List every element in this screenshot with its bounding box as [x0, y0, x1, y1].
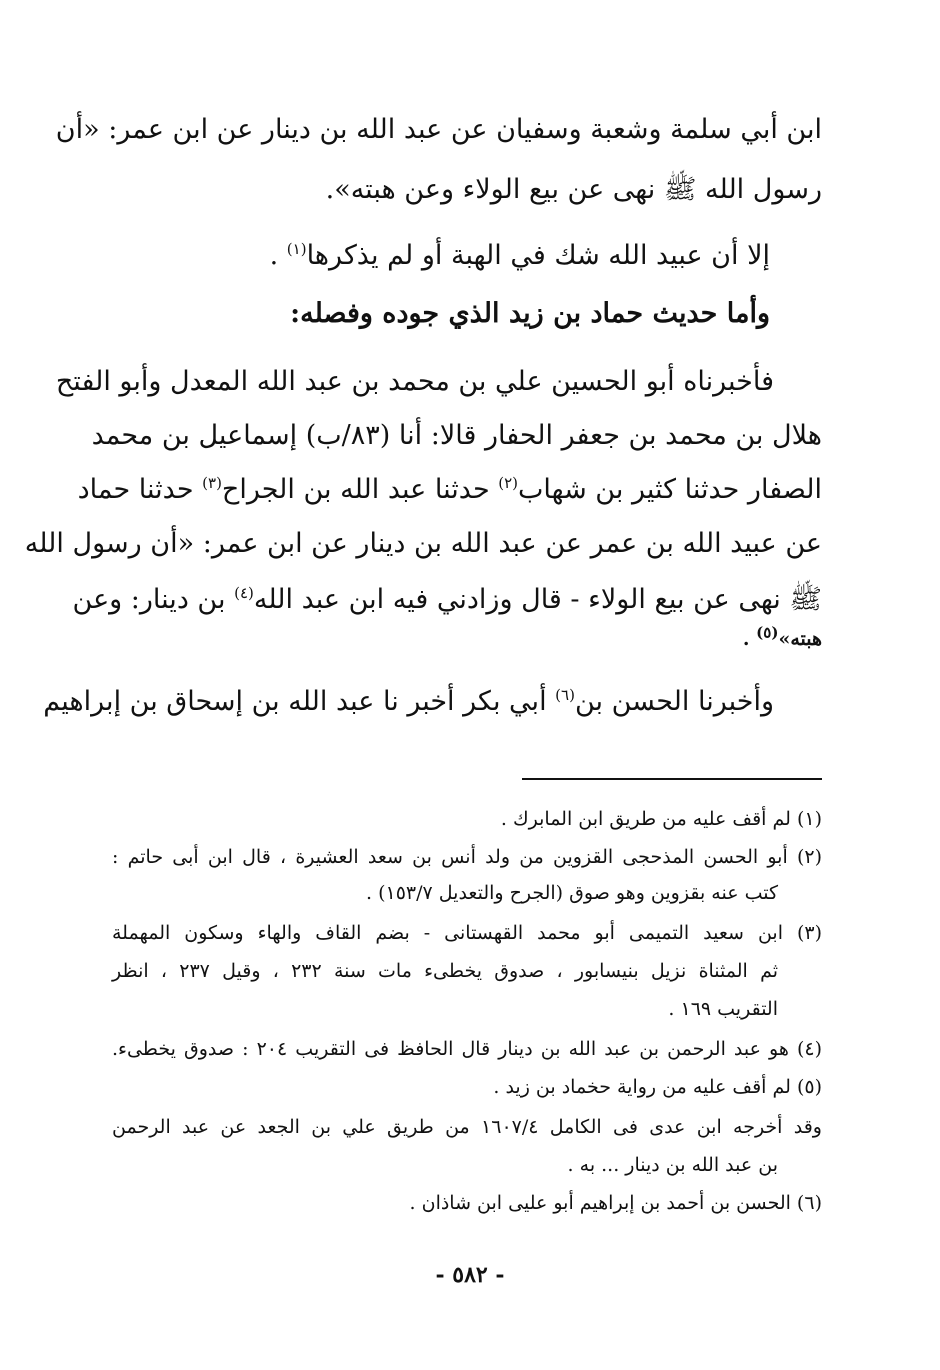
- footnote-ref: (٣): [202, 474, 222, 492]
- footnote: التقريب ١٦٩ .: [668, 998, 778, 1020]
- text-line: وأخبرنا الحسن بن$^{(٦)}$ أبي بكر أخبر نا عبد الله بن إسحاق بن إبراهيم: [43, 686, 774, 717]
- footnote: (١) لم أقف عليه من طريق ابن المابرك .: [500, 808, 822, 830]
- footnote: (٢) أبو الحسن المذحجى القزوين من ولد أنس بن سعد العشيرة ، قال ابن أبى حاتم :: [112, 846, 822, 868]
- footnote: (٥) لم أقف عليه من رواية حخماد بن زيد .: [493, 1076, 822, 1098]
- text-line: ابن أبي سلمة وشعبة وسفيان عن عبد الله بن دينار عن ابن عمر: «أن: [55, 114, 822, 145]
- footnote: بن عبد الله بن دينار ... به .: [567, 1154, 778, 1176]
- section-heading: وأما حديث حماد بن زيد الذي جوده وفصله:: [290, 298, 770, 329]
- footnote: كتب عنه بقزوين وهو صوق (الجرح والتعديل ١٥٣/٧) .: [366, 882, 778, 904]
- footnote: (٣) ابن سعيد التميمى أبو محمد القهستانى - بضم القاف والهاء وسكون المهملة: [112, 922, 822, 944]
- text-line: فأخبرناه أبو الحسين علي بن محمد بن عبد الله المعدل وأبو الفتح: [55, 366, 774, 397]
- footnote: وقد أخرجه ابن عدى فى الكامل ١٦٠٧/٤ من طريق علي بن الجعد عن عبد الرحمن: [112, 1116, 822, 1138]
- footnote-ref: (٤): [234, 584, 254, 602]
- page-number: - ٥٨٢ -: [435, 1262, 505, 1288]
- text-line: هبته»$^{(٥)}$ .: [742, 623, 822, 650]
- footnote: (٦) الحسن بن أحمد بن إبراهيم أبو عليى ابن شاذان .: [409, 1192, 822, 1214]
- text-line: هلال بن محمد بن جعفر الحفار قالا: أنا (٨٣/ب) إسماعيل بن محمد: [91, 420, 822, 451]
- footnote-ref: (٥): [756, 623, 779, 642]
- footnote-ref: (١): [286, 240, 307, 258]
- text-line: عن عبيد الله بن عمر عن عبد الله بن دينار عن ابن عمر: «أن رسول الله: [24, 528, 822, 559]
- text-line: رسول الله ﷺ نهى عن بيع الولاء وعن هبته».: [325, 174, 822, 205]
- text-line: إلا أن عبيد الله شك في الهبة أو لم يذكرها$^{(١)}$ .: [269, 240, 770, 271]
- footnote-ref: (٦): [555, 686, 575, 704]
- footnote: ثم المثناة نزيل بنيسابور ، صدوق يخطىء مات سنة ٢٣٢ ، وقيل ٢٣٧ ، انظر: [112, 960, 778, 982]
- footnote-ref: (٢): [498, 474, 519, 492]
- text-line: الصفار حدثنا كثير بن شهاب$^{(٢)}$ حدثنا عبد الله بن الجراح$^{(٣)}$ حدثنا حماد: [77, 474, 822, 505]
- footnote: (٤) هو عبد الرحمن بن عبد الله بن دينار قال الحافظ فى التقريب ٢٠٤ : صدوق يخطىء.: [112, 1038, 823, 1060]
- footnote-separator: [522, 778, 822, 780]
- text-line: ﷺ نهى عن بيع الولاء - قال وزادني فيه ابن عبد الله$^{(٤)}$ بن دينار: وعن: [72, 584, 822, 615]
